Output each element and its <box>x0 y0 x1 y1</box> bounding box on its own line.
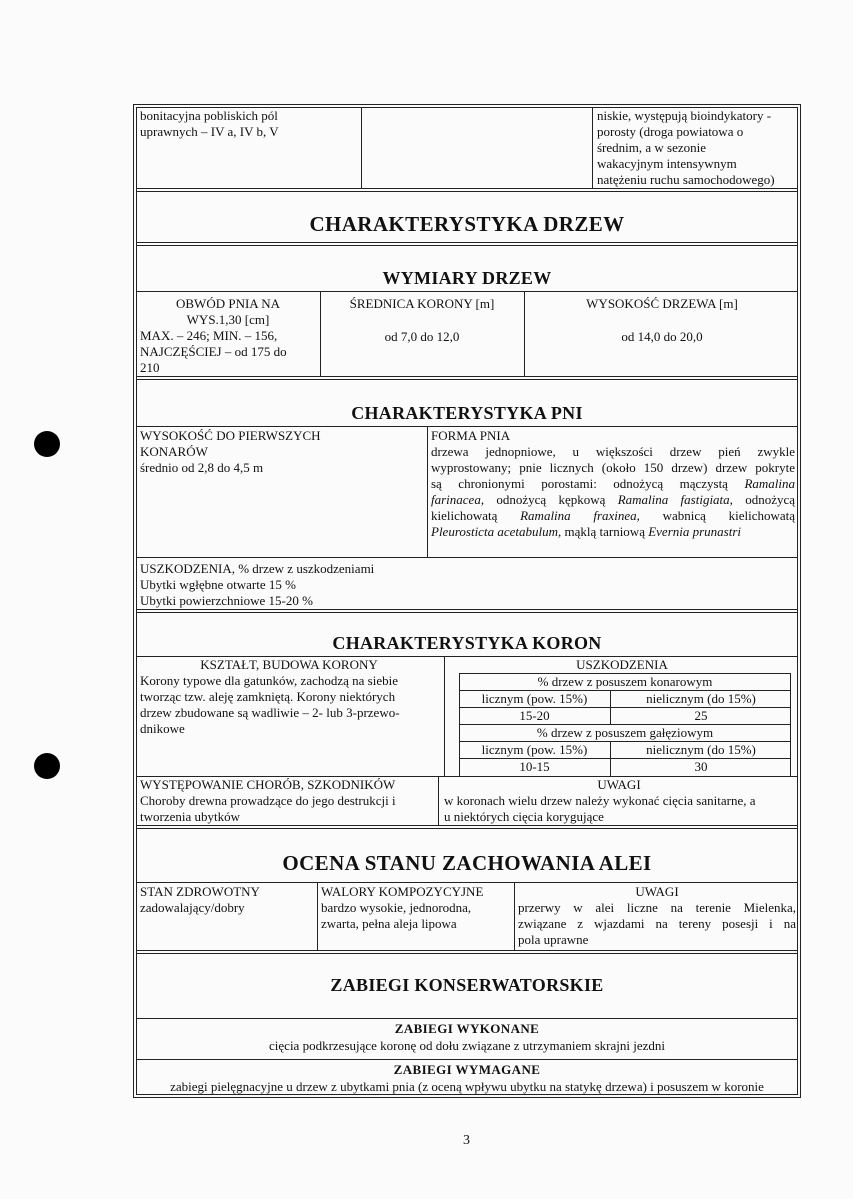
trunk-form-line: są chronionymi porostami: odnożycą mączystą Ramalina <box>431 476 796 491</box>
species-name: farinacea, <box>431 492 485 507</box>
assessment-notes-line: przerwy w alei liczne na terenie Mielenka, <box>518 900 796 915</box>
trunk-form-header: FORMA PNIA <box>431 428 511 443</box>
species-name: Ramalina <box>744 476 796 491</box>
species-name: Evernia prunastri <box>648 524 742 539</box>
top-right-line: wakacyjnym intensywnym <box>597 156 737 171</box>
branch-many-header: licznym (pow. 15%) <box>481 691 588 706</box>
crown-shape-line: drzew zbudowane są wadliwie – 2- lub 3-przewo- <box>140 705 400 720</box>
trunk-form-text <box>431 444 795 540</box>
crown-shape-line: dnikowe <box>140 721 185 736</box>
section-title-conservation: ZABIEGI KONSERWATORSKIE <box>330 975 604 995</box>
section-title-crowns: CHARAKTERYSTYKA KORON <box>332 633 602 653</box>
works-needed-header: ZABIEGI WYMAGANE <box>393 1062 541 1077</box>
assessment-notes-line: związane z wjazdami na tereny posesji i na <box>518 916 796 931</box>
crown-shape-line: Korony typowe dla gatunków, zachodzą na siebie <box>140 673 398 688</box>
circumference-value: MAX. – 246; MIN. – 156, <box>140 328 278 343</box>
works-done-header: ZABIEGI WYKONANE <box>394 1021 540 1036</box>
crown-notes-header: UWAGI <box>597 777 641 792</box>
first-branch-height-value: średnio od 2,8 do 4,5 m <box>140 460 264 475</box>
health-value: zadowalający/dobry <box>140 900 245 915</box>
twig-deadwood-header: % drzew z posuszem gałęziowym <box>536 725 714 740</box>
section-title-trees: CHARAKTERYSTYKA DRZEW <box>309 212 625 236</box>
composition-line: bardzo wysokie, jednorodna, <box>321 900 472 915</box>
top-right-line: niskie, występują bioindykatory - <box>597 108 772 123</box>
disease-line: Choroby drewna prowadzące do jego destrukcji i <box>140 793 396 808</box>
punch-hole-bottom <box>34 753 60 779</box>
crown-notes-line: u niektórych cięcia korygujące <box>444 809 604 824</box>
crown-damage-header: USZKODZENIA <box>576 657 668 672</box>
species-name: Ramalina fraxinea, <box>520 508 640 523</box>
section-title-dimensions: WYMIARY DRZEW <box>382 268 552 288</box>
page-number: 3 <box>463 1133 470 1148</box>
assessment-notes-line: pola uprawne <box>518 932 589 947</box>
circumference-value: 210 <box>140 360 160 375</box>
crown-shape-line: tworząc tzw. aleję zamkniętą. Korony niektórych <box>140 689 396 704</box>
top-left-line: bonitacyjna pobliskich pól <box>140 108 278 123</box>
first-branch-height-header: KONARÓW <box>140 444 208 459</box>
tree-height-header: WYSOKOŚĆ DRZEWA [m] <box>586 296 738 311</box>
top-right-line: porosty (droga powiatowa o <box>597 124 744 139</box>
twig-many-value: 10-15 <box>519 759 550 774</box>
trunk-form-line: Pleurosticta acetabulum, mąklą tarniową Evernia prunastri <box>431 524 742 539</box>
works-needed-text: zabiegi pielęgnacyjne u drzew z ubytkami pnia (z oceną wpływu ubytku na statykę drzewa) i posuszem w koronie <box>170 1079 764 1094</box>
crown-diameter-value: od 7,0 do 12,0 <box>384 329 460 344</box>
section-title-trunk: CHARAKTERYSTYKA PNI <box>351 403 583 423</box>
composition-header: WALORY KOMPOZYCYJNE <box>321 884 484 899</box>
trunk-damage-line: Ubytki wgłębne otwarte 15 % <box>140 577 296 592</box>
circumference-value: NAJCZĘŚCIEJ – od 175 do <box>140 344 287 359</box>
first-branch-height-header: WYSOKOŚĆ DO PIERWSZYCH <box>140 428 321 443</box>
punch-hole-top <box>34 431 60 457</box>
twig-few-header: nielicznym (do 15%) <box>646 742 756 757</box>
trunk-form-line: drzewa jednopniowe, u większości drzew pień zwykle <box>431 444 795 459</box>
composition-line: zwarta, pełna aleja lipowa <box>321 916 457 931</box>
top-right-line: średnim, a w sezonie <box>597 140 707 155</box>
twig-few-value: 30 <box>694 759 708 774</box>
top-left-line: uprawnych – IV a, IV b, V <box>140 124 279 139</box>
crown-shape-header: KSZTAŁT, BUDOWA KORONY <box>200 657 378 672</box>
circumference-header: OBWÓD PNIA NA <box>176 296 280 311</box>
trunk-form-line: kielichowatą Ramalina fraxinea, wabnicą kielichowatą <box>431 508 796 523</box>
works-done-text: cięcia podkrzesujące koronę od dołu związane z utrzymaniem skrajni jezdni <box>269 1038 665 1053</box>
health-header: STAN ZDROWOTNY <box>140 884 260 899</box>
disease-line: tworzenia ubytków <box>140 809 241 824</box>
crown-notes-line: w koronach wielu drzew należy wykonać cięcia sanitarne, a <box>444 793 756 808</box>
branch-deadwood-header: % drzew z posuszem konarowym <box>537 674 713 689</box>
trunk-damage-line: Ubytki powierzchniowe 15-20 % <box>140 593 313 608</box>
tree-height-value: od 14,0 do 20,0 <box>621 329 703 344</box>
twig-many-header: licznym (pow. 15%) <box>481 742 588 757</box>
assessment-notes-header: UWAGI <box>635 884 679 899</box>
trunk-form-line: wyprostowany; pnie licznych (około 150 drzew) drzew pokryte <box>431 460 795 475</box>
crown-diameter-header: ŚREDNICA KORONY [m] <box>349 296 495 311</box>
section-title-assessment: OCENA STANU ZACHOWANIA ALEI <box>282 851 652 875</box>
species-name: Pleurosticta acetabulum, <box>431 524 562 539</box>
disease-header: WYSTĘPOWANIE CHORÓB, SZKODNIKÓW <box>140 777 396 792</box>
branch-few-header: nielicznym (do 15%) <box>646 691 756 706</box>
branch-few-value: 25 <box>694 708 708 723</box>
top-right-line: natężeniu ruchu samochodowego) <box>597 172 775 187</box>
species-name: Ramalina fastigiata, <box>617 492 733 507</box>
trunk-damage-header: USZKODZENIA, % drzew z uszkodzeniami <box>140 561 375 576</box>
trunk-form-line: farinacea, odnożycą kępkową Ramalina fastigiata, odnożycą <box>431 492 796 507</box>
branch-many-value: 15-20 <box>519 708 550 723</box>
circumference-header: WYS.1,30 [cm] <box>186 312 270 327</box>
